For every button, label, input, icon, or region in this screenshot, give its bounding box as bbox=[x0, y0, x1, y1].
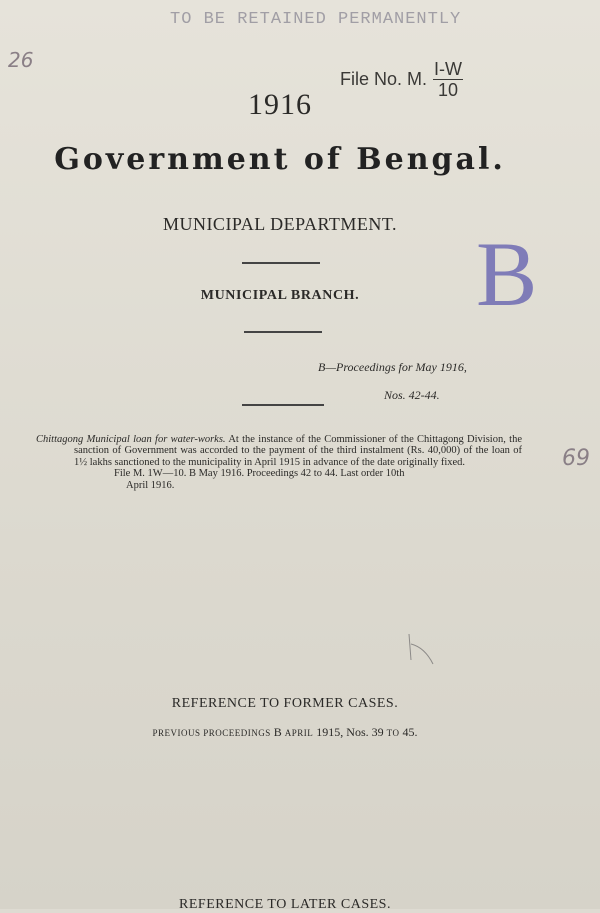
case-summary bbox=[36, 434, 522, 491]
government-title: Government of Bengal. bbox=[54, 142, 506, 177]
handwritten-page-number: 69 bbox=[562, 446, 590, 471]
file-number-denominator: 10 bbox=[437, 80, 459, 100]
summary-body: At the instance of the Commissioner of the Chittagong Division, the sanction of Government was accorded to the payment of the third instalment (Rs. 40,000) of the loan of 1½ lakhs sanctioned to the municipality in April 1915 in advance of the date originally fixed. bbox=[74, 434, 523, 468]
file-number-label: File No. M. bbox=[340, 69, 428, 89]
prev-label: PREVIOUS PROCEEDINGS bbox=[152, 728, 271, 738]
divider bbox=[242, 404, 324, 406]
prev-month: APRIL bbox=[284, 728, 314, 738]
proceedings-line: B—Proceedings for May 1916, bbox=[318, 360, 467, 374]
proceedings-numbers: Nos. 42-44. bbox=[384, 388, 440, 402]
summary-lead: Chittagong Municipal loan for water-works. bbox=[36, 434, 226, 445]
file-number-numerator: I-W bbox=[434, 59, 462, 79]
summary-paragraph bbox=[36, 434, 522, 468]
prev-to: TO bbox=[386, 728, 400, 738]
retain-stamp: TO BE RETAINED PERMANENTLY bbox=[170, 10, 462, 29]
branch-heading: MUNICIPAL BRANCH. bbox=[200, 288, 360, 303]
previous-proceedings bbox=[0, 725, 570, 740]
prev-b: B bbox=[270, 725, 285, 739]
prev-end: 45. bbox=[399, 725, 418, 739]
later-cases-heading: REFERENCE TO LATER CASES. bbox=[179, 897, 391, 912]
pencil-mark bbox=[405, 630, 439, 670]
margin-handwritten-note: 26 bbox=[8, 48, 34, 72]
b-stamp: B bbox=[476, 223, 538, 325]
prev-year-nos: 1915, Nos. 39 bbox=[313, 725, 387, 739]
divider bbox=[242, 262, 320, 264]
summary-file-line: File M. 1W—10. B May 1916. Proceedings 42 to 44. Last order 10th bbox=[114, 468, 405, 480]
summary-file-line-2: April 1916. bbox=[126, 479, 175, 491]
divider bbox=[244, 331, 322, 333]
former-cases-heading: REFERENCE TO FORMER CASES. bbox=[171, 696, 399, 711]
year-heading: 1916 bbox=[248, 88, 312, 121]
department-heading: MUNICIPAL DEPARTMENT. bbox=[162, 214, 398, 234]
